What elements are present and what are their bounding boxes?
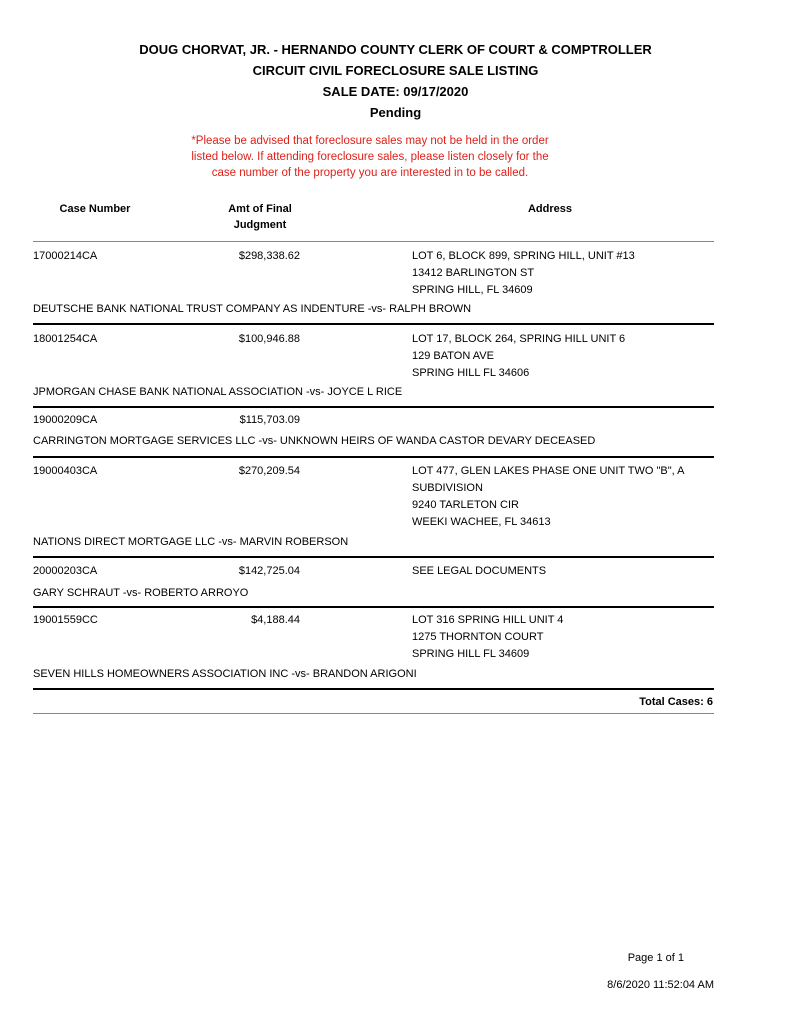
total-cases: Total Cases: 6 (639, 696, 713, 708)
address-line: WEEKI WACHEE, FL 34613 (412, 516, 551, 528)
clerk-title: DOUG CHORVAT, JR. - HERNANDO COUNTY CLERK OF COURT & COMPTROLLER (139, 42, 652, 57)
case-divider (33, 456, 714, 458)
case-number: 19000209CA (33, 414, 98, 426)
case-parties: SEVEN HILLS HOMEOWNERS ASSOCIATION INC -vs- BRANDON ARIGONI (33, 668, 417, 680)
sale-date: SALE DATE: 09/17/2020 (322, 84, 469, 99)
printed-timestamp: 8/6/2020 11:52:04 AM (607, 979, 714, 991)
judgment-amount: $142,725.04 (238, 565, 300, 577)
judgment-amount: $270,209.54 (238, 465, 300, 477)
address-line: LOT 316 SPRING HILL UNIT 4 (412, 614, 564, 626)
address-header: Address (527, 203, 573, 215)
judgment-header (205, 201, 315, 233)
property-address (412, 331, 712, 382)
address-line: 1275 THORNTON COURT (412, 631, 544, 643)
address-line: LOT 17, BLOCK 264, SPRING HILL UNIT 6 (412, 333, 626, 345)
address-line: 13412 BARLINGTON ST (412, 267, 535, 279)
property-address (412, 563, 712, 580)
property-address (412, 463, 712, 531)
case-divider (33, 688, 714, 690)
judgment-amount: $4,188.44 (251, 614, 300, 626)
case-number: 20000203CA (33, 565, 98, 577)
case-divider (33, 406, 714, 408)
judgment-amount: $100,946.88 (238, 333, 300, 345)
address-line: LOT 6, BLOCK 899, SPRING HILL, UNIT #13 (412, 250, 635, 262)
notice-line: *Please be advised that foreclosure sales may not be held in the order (191, 135, 549, 147)
judgment-amount: $115,703.09 (239, 414, 300, 426)
case-number: 19001559CC (33, 614, 98, 626)
address-line: SPRING HILL, FL 34609 (412, 284, 533, 296)
address-line: 9240 TARLETON CIR (412, 499, 519, 511)
case-number: 19000403CA (33, 465, 98, 477)
case-parties: NATIONS DIRECT MORTGAGE LLC -vs- MARVIN ROBERSON (33, 536, 349, 548)
judgment-header-line: Amt of Final (228, 203, 292, 215)
header-divider (33, 241, 714, 242)
judgment-amount: $298,338.62 (238, 250, 300, 262)
case-parties: CARRINGTON MORTGAGE SERVICES LLC -vs- UNKNOWN HEIRS OF WANDA CASTOR DEVARY DECEASED (33, 435, 596, 447)
case-divider (33, 606, 714, 608)
address-line: LOT 477, GLEN LAKES PHASE ONE UNIT TWO "B", A (412, 465, 685, 477)
property-address (412, 612, 712, 663)
case-parties: GARY SCHRAUT -vs- ROBERTO ARROYO (33, 587, 249, 599)
address-line: SPRING HILL FL 34606 (412, 367, 530, 379)
sale-order-notice (0, 133, 740, 181)
case-number-header: Case Number (59, 203, 131, 215)
total-divider (33, 713, 714, 714)
property-address (412, 248, 712, 299)
page-number: Page 1 of 1 (627, 952, 684, 964)
notice-line: listed below. If attending foreclosure sales, please listen closely for the (191, 151, 549, 163)
notice-line: case number of the property you are interested in to be called. (211, 167, 529, 179)
address-line: SUBDIVISION (412, 482, 483, 494)
listing-status: Pending (369, 105, 422, 120)
case-parties: DEUTSCHE BANK NATIONAL TRUST COMPANY AS INDENTURE -vs- RALPH BROWN (33, 303, 472, 315)
listing-title: CIRCUIT CIVIL FORECLOSURE SALE LISTING (252, 63, 539, 78)
case-parties: JPMORGAN CHASE BANK NATIONAL ASSOCIATION -vs- JOYCE L RICE (33, 386, 403, 398)
address-line: SEE LEGAL DOCUMENTS (412, 565, 547, 577)
case-number: 18001254CA (33, 333, 98, 345)
case-divider (33, 323, 714, 325)
case-divider (33, 556, 714, 558)
case-number: 17000214CA (33, 250, 98, 262)
address-line: SPRING HILL FL 34609 (412, 648, 530, 660)
address-line: 129 BATON AVE (412, 350, 494, 362)
judgment-header-line: Judgment (233, 219, 287, 231)
